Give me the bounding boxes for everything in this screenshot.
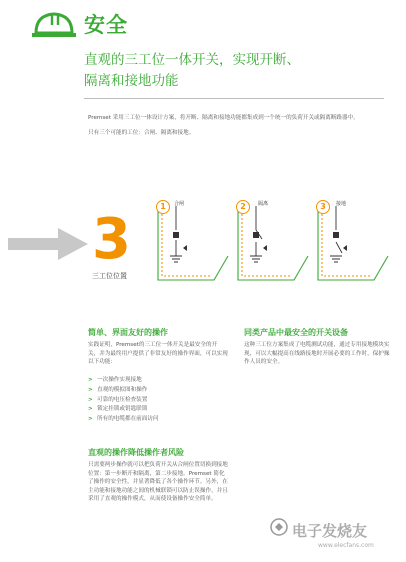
intro-text	[88, 114, 378, 144]
section-left-title: 简单、界面友好的操作	[88, 328, 168, 337]
subtitle-line-1: 直观的三工位一体开关，实现开断、	[84, 52, 300, 68]
intro-paragraph-1: Premset 采用三工位一体设计方案，将开断、隔离和接地功能都集成到一个统一的负荷开关或隔离断路器中。	[88, 115, 359, 121]
watermark-url: www.elecfans.com	[318, 542, 374, 549]
step-2-number: 2	[236, 200, 250, 214]
section-left-text: 实践证明，Premset的三工位一体开关是最安全的开关，并为最终用户提供了非常友好的操作界面，可以实现以下功能：	[88, 342, 228, 366]
grey-arrow-icon	[8, 228, 88, 260]
chevron-right-icon: >	[88, 386, 93, 393]
section-bottom-text: 只需要两步操作就可以把负荷开关从合闸位置切换到接地位置：第一步断开和隔离，第二步接地。Premset 简化了操作的安全性，并显著降低了各个操作环节。另外，在主功能和接地功能之间的机械联锁可以防止误操作，并且采用了直观的操作模式，从而使设备操作安全简单。	[88, 462, 228, 503]
chevron-right-icon: >	[88, 396, 93, 403]
helmet-icon	[30, 9, 78, 41]
watermark-text: 电子发烧友	[292, 522, 368, 540]
switch-diagrams	[156, 196, 396, 286]
section-left-list	[88, 376, 228, 425]
position-label: 三工位位置	[92, 272, 127, 280]
subtitle-line-2: 隔离和接地功能	[84, 73, 179, 89]
step-3-number: 3	[316, 200, 330, 214]
section-right-title: 同类产品中最安全的开关设备	[244, 328, 348, 337]
chevron-right-icon: >	[88, 416, 93, 423]
page-subtitle	[84, 50, 384, 92]
divider	[84, 98, 384, 99]
list-item: > 锁定挂锁或钥匙联锁	[88, 406, 148, 413]
list-item: > 一次操作实现接地	[88, 377, 142, 383]
intro-paragraph-2: 只有三个可能的工位：合闸、隔离和接地。	[88, 130, 195, 136]
chevron-right-icon: >	[88, 377, 93, 383]
step-3-label: 接地	[336, 201, 347, 207]
list-item: > 直观的模拟图和操作	[88, 386, 148, 393]
list-item: > 可靠的电压检查装置	[88, 396, 148, 403]
list-item: > 所有的电缆都在前面访问	[88, 416, 159, 423]
watermark-logo-icon	[270, 518, 288, 536]
section-right-text: 这种三工位方案集成了电缆测试功能，通过专用接地模块实现，可以大幅提高在线路接地时开展必要的工作时，保护操作人员的安全。	[244, 342, 390, 366]
step-1-number: 1	[156, 200, 170, 214]
big-number-3: 3	[92, 207, 131, 272]
step-2-label: 隔离	[258, 201, 269, 207]
chevron-right-icon: >	[88, 406, 93, 413]
page-title: 安全	[84, 13, 128, 37]
section-bottom-title: 直观的操作降低操作者风险	[88, 448, 184, 457]
step-1-label: 合闸	[174, 201, 185, 207]
